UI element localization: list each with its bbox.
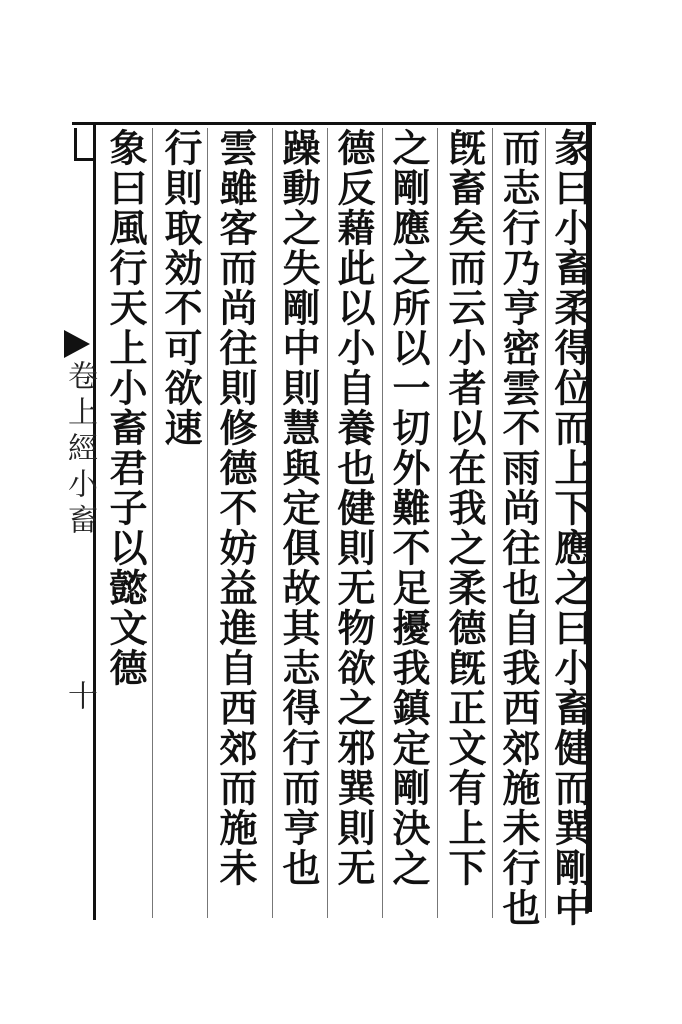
text-column-1: 彖曰小畜柔得位而上下應之曰小畜健而巽剛中 — [548, 128, 593, 928]
text-column-6: 躁動之失剛中則慧與定俱故其志得行而亨也 — [276, 128, 321, 888]
margin-caption: 卷上經小畜 — [62, 360, 97, 540]
text-column-9: 象曰風行天上小畜君子以懿文德 — [103, 128, 148, 688]
column-divider — [492, 128, 493, 918]
text-column-7: 雲雖客而尚往則修德不妨益進自西郊而施未 — [213, 128, 258, 888]
page-number: 十 — [62, 680, 97, 710]
column-divider — [382, 128, 383, 918]
text-column-8: 行則取効不可欲速 — [158, 128, 203, 448]
fish-tail-mark — [64, 330, 90, 358]
text-column-2: 而志行乃亨密雲不雨尚往也自我西郊施未行也 — [496, 128, 541, 928]
frame-top-rule — [72, 122, 596, 125]
column-divider — [152, 128, 153, 918]
text-column-3: 旣畜矣而云小者以在我之柔德旣正文有上下 — [442, 128, 487, 888]
column-divider — [437, 128, 438, 918]
column-divider — [327, 128, 328, 918]
text-column-5: 德反藉此以小自養也健則无物欲之邪巽則无 — [331, 128, 376, 888]
column-divider — [207, 128, 208, 918]
text-column-4: 之剛應之所以一切外難不足擾我鎮定剛決之 — [386, 128, 431, 888]
column-divider — [272, 128, 273, 918]
fold-mark — [74, 128, 96, 161]
